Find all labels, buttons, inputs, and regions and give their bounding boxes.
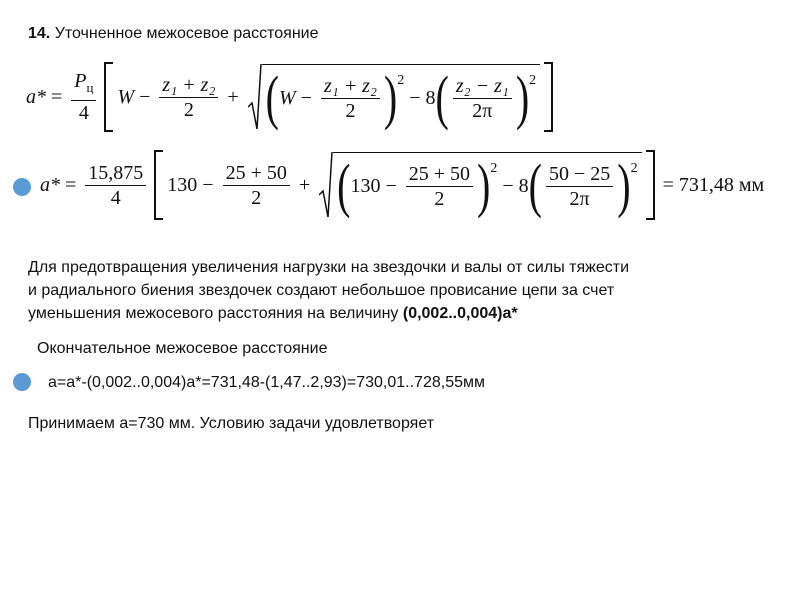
final-label: Окончательное межосевое расстояние xyxy=(37,340,328,357)
w: W xyxy=(279,86,296,109)
slide-title xyxy=(28,22,319,45)
minus: − xyxy=(139,85,151,108)
explanation-paragraph xyxy=(28,256,629,325)
result: = 731,48 мм xyxy=(662,173,765,196)
plus: + xyxy=(298,173,311,196)
plus: + xyxy=(227,85,239,108)
bullet-icon xyxy=(13,373,31,391)
eq: = xyxy=(65,173,77,196)
right-bracket xyxy=(646,150,655,220)
frac1-den: 2 xyxy=(251,186,262,209)
frac1 xyxy=(159,73,218,122)
para-coef: (0,002..0,004)а* xyxy=(402,305,518,322)
para-line-2: и радиального биения звездочек создают небольшое провисание цепи за счет xyxy=(28,282,615,299)
eight: 8 xyxy=(518,174,529,197)
frac1-den: 2 xyxy=(434,187,445,210)
eq: = xyxy=(51,85,63,108)
w: 130 xyxy=(167,173,198,196)
bullet-icon xyxy=(13,178,31,196)
square-root: ( W − $\frac{\text{z₁ + z₂}}{2}$ ) 2 − 8 ( $\frac{\text{z₂ − z₁}}{2\pi}$ ) 2 xyxy=(248,63,540,131)
frac1-num: z₁ + z₂ xyxy=(159,73,218,98)
sqrt-icon xyxy=(319,151,333,219)
para-line-1: Для предотвращения увеличения нагрузки на звездочки и валы от силы тяжести xyxy=(28,259,629,276)
right-bracket xyxy=(544,62,553,132)
frac1-num: 25 + 50 xyxy=(406,162,473,187)
w: W xyxy=(117,85,135,108)
frac2-den: 2π xyxy=(472,99,493,122)
lhs: a* xyxy=(40,173,60,196)
square: 2 xyxy=(490,161,498,176)
coef-sub: ц xyxy=(86,80,94,95)
minus: − xyxy=(502,174,514,197)
final-formula: а=а*-(0,002..0,004)а*=731,48-(1,47..2,93)=730,01..728,55мм xyxy=(48,374,485,391)
square: 2 xyxy=(529,73,537,88)
minus: − xyxy=(300,86,312,109)
coef-den: 4 xyxy=(78,102,89,124)
conclusion xyxy=(28,412,434,435)
frac1-num: 25 + 50 xyxy=(223,161,290,186)
lhs: a* xyxy=(26,85,46,108)
coef-fraction xyxy=(71,69,96,125)
frac2-den: 2π xyxy=(569,187,590,210)
formula-general xyxy=(26,62,557,132)
eight: 8 xyxy=(425,86,436,109)
square: 2 xyxy=(630,161,638,176)
coef-num: 15,875 xyxy=(85,161,146,186)
conclusion-pre: Принимаем xyxy=(28,415,120,432)
conclusion-value: а=730 xyxy=(119,415,165,432)
title-text: Уточненное межосевое расстояние xyxy=(50,25,319,42)
coef-num: P xyxy=(74,70,87,92)
frac1-den: 2 xyxy=(345,99,356,122)
para-line-3: уменьшения межосевого расстояния на величину xyxy=(28,305,403,322)
minus: − xyxy=(385,174,397,197)
title-number: 14. xyxy=(28,25,51,42)
frac2-num: 50 − 25 xyxy=(546,162,613,187)
conclusion-post: мм. Условию задачи удовлетворяет xyxy=(164,415,435,432)
left-bracket xyxy=(104,62,113,132)
coef-den: 4 xyxy=(110,186,121,209)
frac1-num: z₁ + z₂ xyxy=(321,74,380,99)
minus: − xyxy=(409,86,421,109)
frac2-num: z₂ − z₁ xyxy=(453,74,512,99)
square: 2 xyxy=(397,73,405,88)
frac1-den: 2 xyxy=(183,98,194,121)
left-bracket xyxy=(154,150,163,220)
w: 130 xyxy=(350,174,381,197)
minus: − xyxy=(202,173,214,196)
square-root: ( 130 − $\frac{25 + 50}{2}$ ) 2 − 8 ( $\frac{50 - 25}{2\pi}$ ) 2 xyxy=(319,151,641,219)
formula-numeric xyxy=(40,150,764,220)
sqrt-icon xyxy=(248,63,262,131)
